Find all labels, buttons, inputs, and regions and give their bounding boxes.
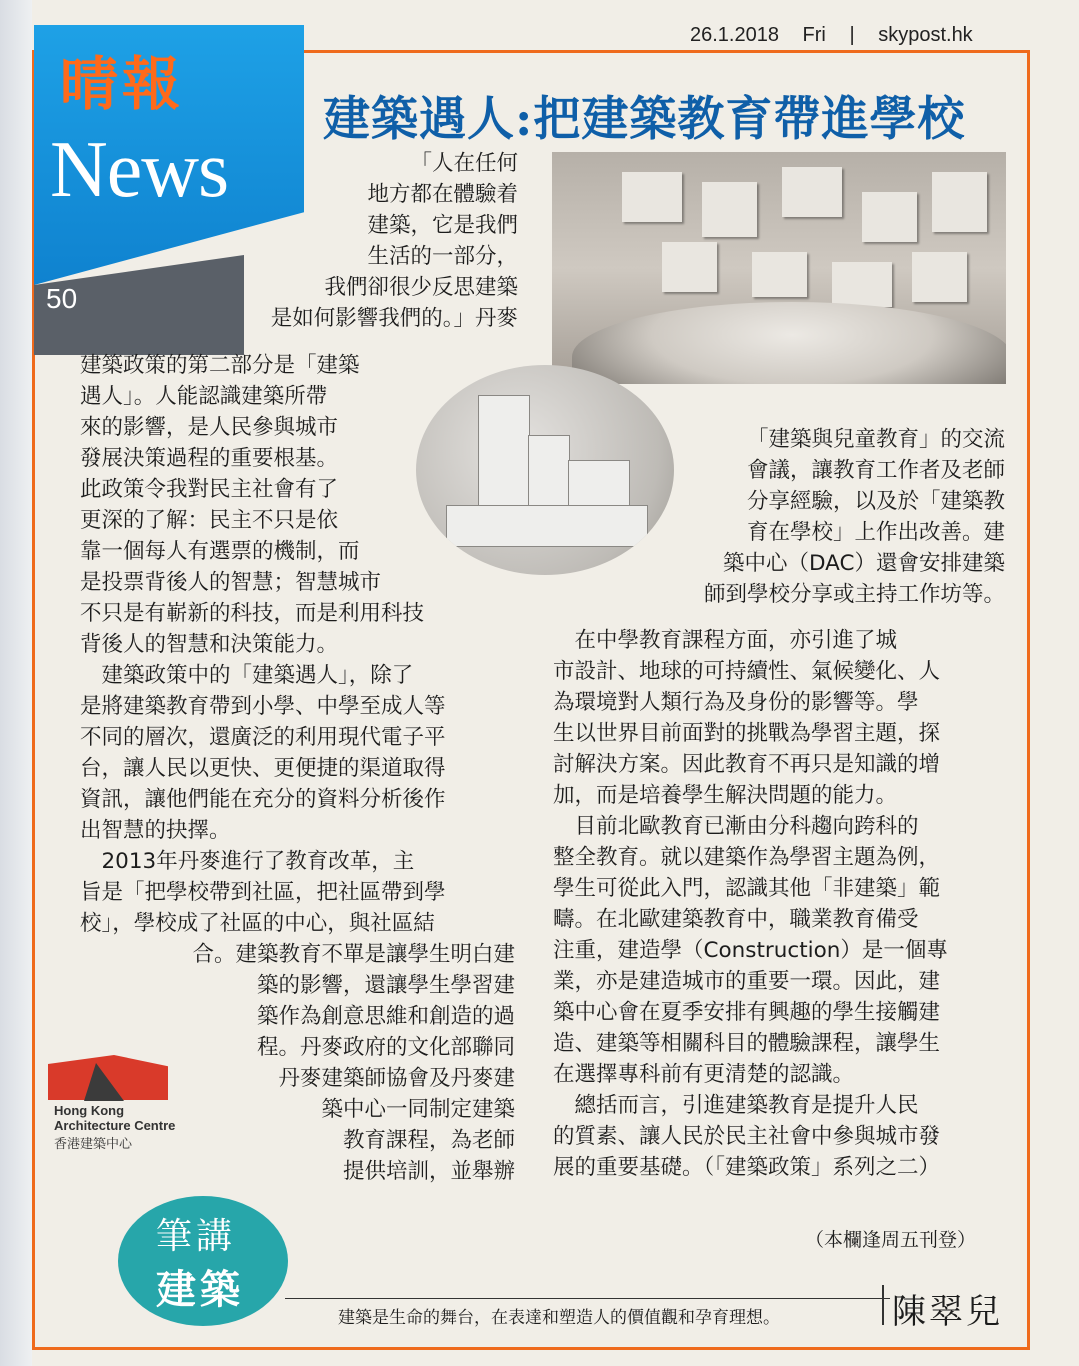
- text-line: 目前北歐教育已漸由分科趨向跨科的: [553, 814, 919, 839]
- text-line: 建築政策中的「建築遇人」，除了: [80, 663, 414, 688]
- text-line: 旨是「把學校帶到社區，把社區帶到學: [80, 880, 446, 905]
- author-divider: [882, 1285, 884, 1325]
- text-line: 為環境對人類行為及身份的影響等。學: [553, 690, 919, 715]
- model-base: [446, 505, 648, 547]
- text-line: 不只是有嶄新的科技，而是利用科技: [80, 601, 425, 626]
- text-line: 建築政策的第二部分是「建築: [80, 353, 360, 378]
- logo-line-3: 香港建築中心: [54, 1136, 133, 1151]
- text-line: 2013年丹麥進行了教育改革，主: [80, 849, 415, 874]
- text-line: 展的重要基礎。（「建築政策」系列之二）: [553, 1155, 941, 1180]
- text-line: 的質素、讓人民於民主社會中參與城市發: [553, 1124, 941, 1149]
- text-line: 是如何影響我們的。」丹麥: [270, 306, 518, 331]
- text-line: 會議，讓教育工作者及老師: [746, 458, 1005, 483]
- dateline-separator: |: [849, 24, 855, 46]
- text-line: 學生可從此入門，認識其他「非建築」範: [553, 876, 941, 901]
- text-line: 丹麥建築師協會及丹麥建: [278, 1066, 515, 1091]
- author-tagline: 建築是生命的舞台，在表達和塑造人的價值觀和孕育理想。: [338, 1308, 780, 1328]
- text-line: 在選擇專科前有更清楚的認識。: [553, 1062, 855, 1087]
- text-line: 更深的了解：民主不只是依: [80, 508, 339, 533]
- right-column-text: [553, 625, 948, 1183]
- right-top-text: [630, 424, 1005, 610]
- headline: 建築遇人:把建築教育帶進學校: [323, 92, 966, 147]
- newspaper-name: 晴報: [60, 50, 185, 118]
- page-number: 50: [46, 283, 78, 314]
- logo-line-2: Architecture Centre: [54, 1118, 176, 1133]
- site-url: skypost.hk: [878, 24, 973, 46]
- text-line: 造、建築等相關科目的體驗課程，讓學生: [553, 1031, 941, 1056]
- column-title-1: 筆講: [156, 1216, 237, 1257]
- text-line: 築的影響，還讓學生學習建: [256, 973, 515, 998]
- text-line: 我們卻很少反思建築: [324, 275, 518, 300]
- text-line: 是將建築教育帶到小學、中學至成人等: [80, 694, 446, 719]
- text-line: 業，亦是建造城市的重要一環。因此，建: [553, 969, 941, 994]
- text-line: 資訊，讓他們能在充分的資料分析後作: [80, 787, 446, 812]
- left-column-tail-text: [140, 939, 515, 1187]
- text-line: 生活的一部分，: [367, 244, 518, 269]
- text-line: 生以世界目前面對的挑戰為學習主題，探: [553, 721, 941, 746]
- text-line: 此政策令我對民主社會有了: [80, 477, 339, 502]
- text-line: 加，而是培養學生解決問題的能力。: [553, 783, 898, 808]
- footer-rule: [285, 1298, 890, 1299]
- column-badge: [118, 1196, 288, 1326]
- text-line: 市設計、地球的可持續性、氣候變化、人: [553, 659, 941, 684]
- display-box: [662, 242, 717, 292]
- text-line: 注重，建造學（Construction）是一個專: [553, 938, 948, 963]
- text-line: 築中心會在夏季安排有興趣的學生接觸建: [553, 1000, 941, 1025]
- intro-text: [260, 148, 518, 334]
- text-line: 教育課程，為老師: [342, 1128, 515, 1153]
- text-line: 整全教育。就以建築作為學習主題為例，: [553, 845, 941, 870]
- display-box: [702, 182, 757, 237]
- text-line: 築中心（DAC）還會安排建築: [722, 551, 1005, 576]
- text-line: 程。丹麥政府的文化部聯同: [256, 1035, 515, 1060]
- display-box: [752, 252, 807, 297]
- display-box: [912, 252, 967, 302]
- text-line: 總括而言，引進建築教育是提升人民: [553, 1093, 919, 1118]
- text-line: 疇。在北歐建築教育中，職業教育備受: [553, 907, 919, 932]
- publication-note: （本欄逢周五刊登）: [805, 1229, 977, 1251]
- text-line: 討解決方案。因此教育不再只是知識的增: [553, 752, 941, 777]
- text-line: 「人在任何: [410, 151, 518, 176]
- text-line: 師到學校分享或主持工作坊等。: [703, 582, 1005, 607]
- text-line: 發展決策過程的重要根基。: [80, 446, 339, 471]
- text-line: 背後人的智慧和決策能力。: [80, 632, 339, 657]
- text-line: 提供培訓，並舉辦: [342, 1159, 515, 1184]
- text-line: 地方都在體驗着: [367, 182, 518, 207]
- architecture-model-photo: [552, 152, 1006, 384]
- section-name: News: [50, 126, 229, 214]
- display-box: [862, 192, 917, 242]
- text-line: 校」，學校成了社區的中心，與社區結: [80, 911, 435, 936]
- text-line: 在中學教育課程方面，亦引進了城: [553, 628, 898, 653]
- display-box: [832, 262, 892, 307]
- text-line: 育在學校」上作出改善。建: [746, 520, 1005, 545]
- weekday: Fri: [802, 24, 826, 46]
- hkac-logo: [40, 1045, 190, 1151]
- text-line: 建築，它是我們: [367, 213, 518, 238]
- city-model: [572, 302, 1006, 384]
- text-line: 靠一個每人有選票的機制，而: [80, 539, 360, 564]
- column-title-2: 建築: [156, 1267, 244, 1313]
- author-name: 陳翠兒: [892, 1292, 1003, 1332]
- date: 26.1.2018: [690, 24, 779, 46]
- paper-edge: [0, 0, 32, 1366]
- text-line: 築作為創意思維和創造的過: [256, 1004, 515, 1029]
- text-line: 分享經驗，以及於「建築教: [746, 489, 1005, 514]
- text-line: 築中心一同制定建築: [321, 1097, 515, 1122]
- text-line: 台，讓人民以更快、更便捷的渠道取得: [80, 756, 446, 781]
- left-column-text: [80, 350, 446, 939]
- text-line: 「建築與兒童教育」的交流: [746, 427, 1005, 452]
- logo-line-1: Hong Kong: [54, 1103, 125, 1118]
- text-line: 是投票背後人的智慧；智慧城市: [80, 570, 382, 595]
- text-line: 來的影響，是人民參與城市: [80, 415, 339, 440]
- display-box: [932, 172, 987, 232]
- dateline: [690, 24, 991, 47]
- display-box: [782, 167, 842, 217]
- display-box: [622, 172, 682, 222]
- text-line: 遇人」。人能認識建築所帶: [80, 384, 328, 409]
- text-line: 合。建築教育不單是讓學生明白建: [192, 942, 515, 967]
- text-line: 出智慧的抉擇。: [80, 818, 231, 843]
- text-line: 不同的層次，還廣泛的利用現代電子平: [80, 725, 446, 750]
